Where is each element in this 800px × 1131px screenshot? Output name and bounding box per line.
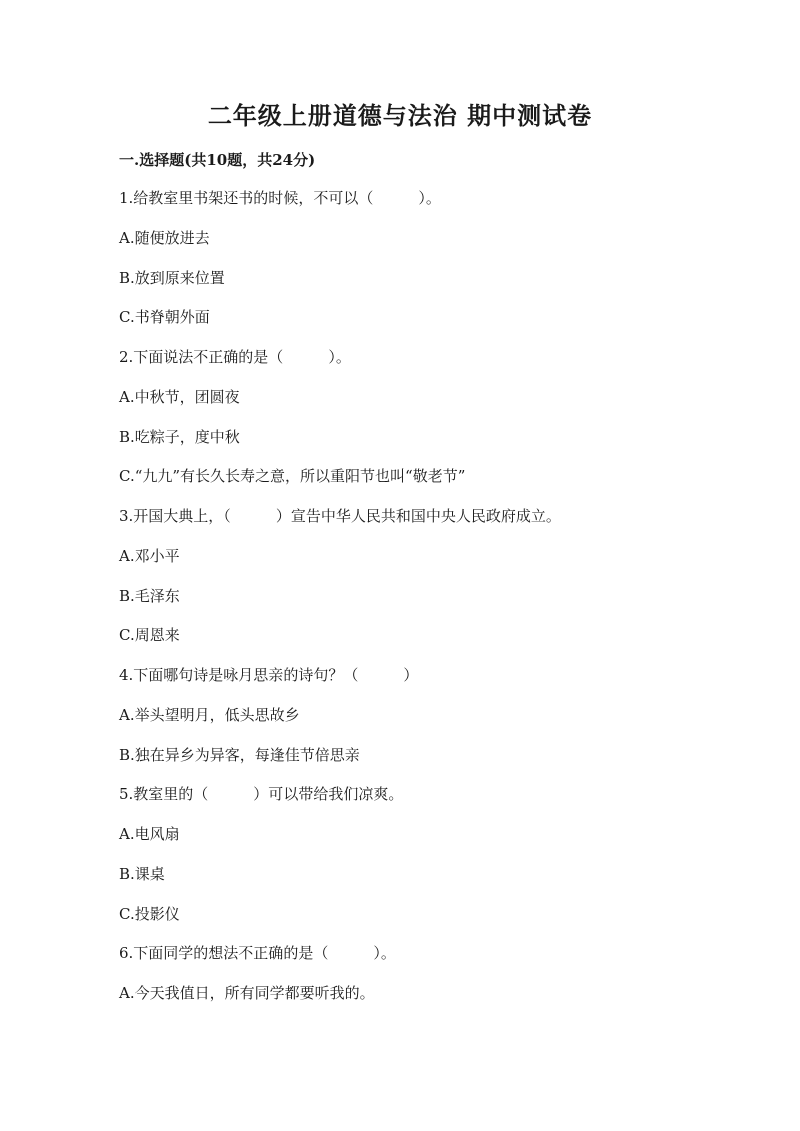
option-line: C.投影仪: [119, 904, 180, 923]
option-line: A.随便放进去: [119, 228, 210, 247]
question-line: 5.教室里的（ ）可以带给我们凉爽。: [119, 785, 404, 804]
option-line: B.独在异乡为异客，每逢佳节倍思亲: [119, 745, 360, 764]
option-line: B.课桌: [119, 864, 165, 883]
option-line: A.举头望明月，低头思故乡: [119, 705, 300, 724]
page-title: 二年级上册道德与法治 期中测试卷: [207, 101, 593, 130]
option-line: B.吃粽子，度中秋: [119, 427, 240, 446]
option-line: A.邓小平: [119, 546, 180, 565]
option-line: C.“九九”有长久长寿之意，所以重阳节也叫“敬老节”: [119, 467, 466, 486]
option-line: B.放到原来位置: [119, 268, 225, 287]
question-line: 1.给教室里书架还书的时候，不可以（ ）。: [119, 189, 441, 207]
option-line: C.周恩来: [119, 626, 180, 645]
option-line: B.毛泽东: [119, 586, 180, 605]
option-line: A.中秋节，团圆夜: [119, 387, 240, 406]
question-list: [119, 186, 739, 1021]
option-line: A.电风扇: [119, 825, 180, 843]
question-line: 6.下面同学的想法不正确的是（ ）。: [119, 944, 396, 963]
section-heading: 一.选择题(共10题，共24分): [119, 151, 316, 169]
option-line: C.书脊朝外面: [119, 308, 210, 327]
option-line: A.今天我值日，所有同学都要听我的。: [119, 984, 375, 1002]
question-line: 2.下面说法不正确的是（ ）。: [119, 348, 351, 366]
question-line: 4.下面哪句诗是咏月思亲的诗句？（ ）: [119, 666, 419, 684]
question-line: 3.开国大典上，（ ）宣告中华人民共和国中央人民政府成立。: [119, 507, 561, 525]
